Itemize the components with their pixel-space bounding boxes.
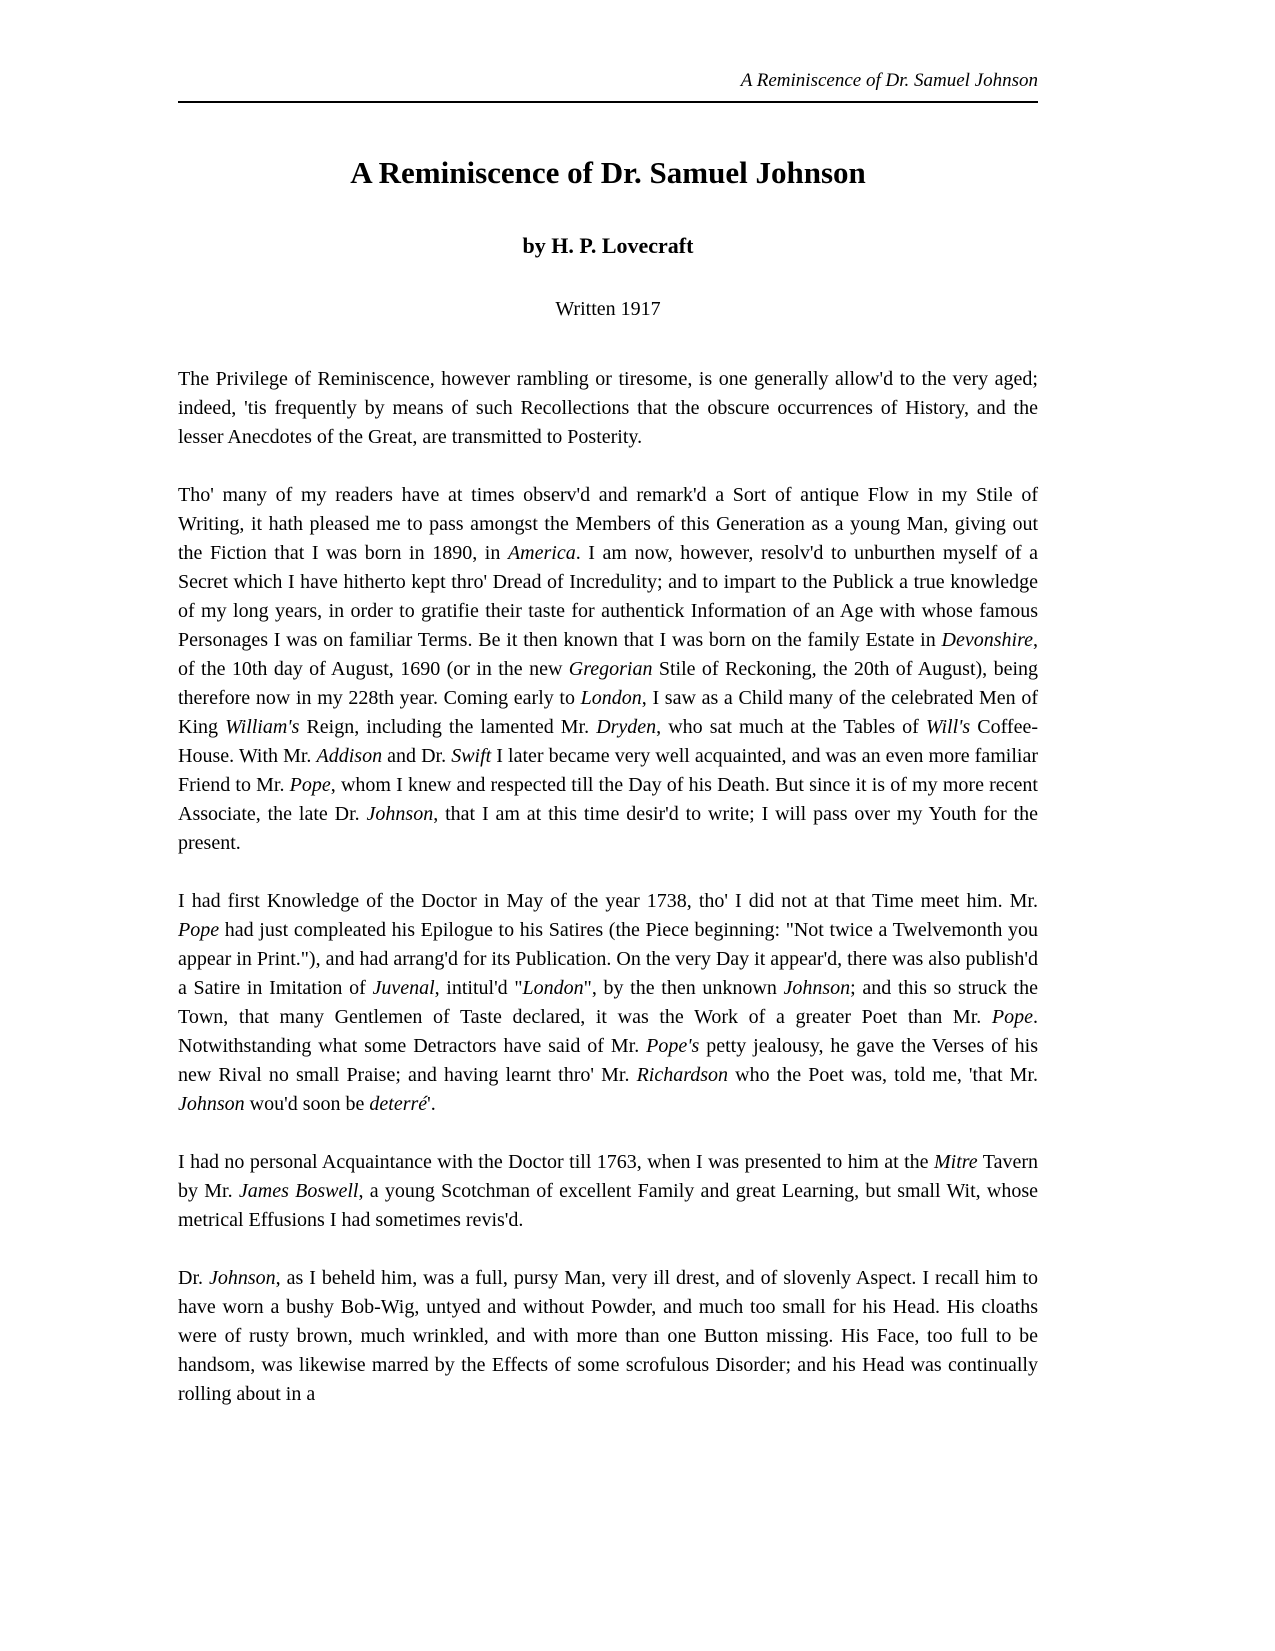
text-segment: . Notwithstanding what some Detractors have said of Mr. (178, 1006, 1038, 1057)
italic-text-segment: Pope (289, 774, 331, 796)
text-segment: I had no personal Acquaintance with the Doctor till 1763, when I was presented to him at the (178, 1151, 934, 1173)
italic-text-segment: Mitre (933, 1151, 978, 1173)
text-segment: , who sat much at the Tables of (656, 716, 926, 738)
text-segment: , whom I knew and respected till the Day of his Death. But since it is of my more recent Associate, the late Dr. (178, 774, 1038, 825)
paragraph (178, 1148, 1038, 1235)
text-segment: Tavern by Mr. (178, 1151, 1038, 1202)
paragraph (178, 1264, 1038, 1409)
text-segment: Reign, including the lamented Mr. (299, 716, 597, 738)
italic-text-segment: Devonshire (941, 629, 1033, 651)
running-header: A Reminiscence of Dr. Samuel Johnson (740, 70, 1038, 91)
text-segment: Dr. (178, 1267, 209, 1289)
italic-text-segment: America (507, 542, 576, 564)
written-date: Written 1917 (555, 298, 661, 320)
italic-text-segment: James Boswell (238, 1180, 359, 1202)
text-segment: The Privilege of Reminiscence, however rambling or tiresome, is one generally allow'd to the very aged; indeed, 'tis frequently by means of such Recollections that the obscure occurrences of History, and the lesser Anecdotes of the Great, are transmitted to Posterity. (178, 368, 1038, 448)
text-segment: ; and this so struck the Town, that many Gentlemen of Taste declared, it was the Work of a greater Poet than Mr. (178, 977, 1038, 1028)
text-segment: ", by the then unknown (583, 977, 784, 999)
italic-text-segment: Dryden (596, 716, 657, 738)
text-segment: , I saw as a Child many of the celebrated Men of King (178, 687, 1038, 738)
text-segment: had just compleated his Epilogue to his Satires (the Piece beginning: "Not twice a Twelvemonth you appear in Print."), and had arrang'd for its Publication. On the very Day it appear'd, there was also publish'd a Satire in Imitation of (178, 919, 1038, 999)
document-body (178, 365, 1038, 1409)
paragraph (178, 887, 1038, 1119)
italic-text-segment: Richardson (636, 1064, 729, 1086)
text-segment: wou'd soon be (244, 1093, 370, 1115)
italic-text-segment: Pope (178, 919, 220, 941)
text-segment: and Dr. (382, 745, 452, 767)
italic-text-segment: Pope's (646, 1035, 700, 1057)
italic-text-segment: deterré (369, 1093, 428, 1115)
text-segment: . I am now, however, resolv'd to unburthen myself of a Secret which I have hitherto kept thro' Dread of Incredulity; and to impart to the Publick a true knowledge of my long years, in order to gratifie their taste for authentick Information of an Age with whose famous Personages I was on familiar Terms. Be it then known that I was born on the family Estate in (178, 542, 1038, 651)
paragraph (178, 481, 1038, 858)
text-segment: Stile of Reckoning, the 20th of August), being therefore now in my 228th year. Coming early to (178, 658, 1039, 709)
text-segment: , that I am at this time desir'd to write; I will pass over my Youth for the present. (178, 803, 1038, 854)
text-segment: who the Poet was, told me, 'that Mr. (728, 1064, 1038, 1086)
text-segment: , of the 10th day of August, 1690 (or in the new (178, 629, 1038, 680)
header-rule (178, 101, 1038, 103)
text-segment: , as I beheld him, was a full, pursy Man, very ill drest, and of slovenly Aspect. I recall him to have worn a bushy Bob-Wig, untyed and without Powder, and much too small for his Head. His cloaths were of rusty brown, much wrinkled, and with more than one Button missing. His Face, too full to be handsom, was likewise marred by the Effects of some scrofulous Disorder; and his Head was continually rolling about in a (178, 1267, 1039, 1405)
italic-text-segment: Johnson (783, 977, 851, 999)
text-segment: Tho' many of my readers have at times observ'd and remark'd a Sort of antique Flow in my Stile of Writing, it hath pleased me to pass amongst the Members of this Generation as a young Man, giving out the Fiction that I was born in 1890, in (178, 484, 1038, 564)
text-segment: petty jealousy, he gave the Verses of his new Rival no small Praise; and having learnt thro' Mr. (178, 1035, 1038, 1086)
page-header (178, 70, 1038, 103)
italic-text-segment: Swift (451, 745, 492, 767)
italic-text-segment: Juvenal (372, 977, 435, 999)
text-segment: I had first Knowledge of the Doctor in May of the year 1738, tho' I did not at that Time meet him. Mr. (178, 890, 1038, 912)
italic-text-segment: Pope (991, 1006, 1033, 1028)
italic-text-segment: Gregorian (568, 658, 653, 680)
paragraph (178, 365, 1038, 452)
italic-text-segment: Johnson (178, 1093, 245, 1115)
text-segment: , a young Scotchman of excellent Family and great Learning, but small Wit, whose metrical Effusions I had sometimes revis'd. (178, 1180, 1038, 1231)
document-title: A Reminiscence of Dr. Samuel Johnson (350, 155, 866, 190)
italic-text-segment: Johnson (366, 803, 434, 825)
italic-text-segment: London (580, 687, 642, 709)
italic-text-segment: William's (225, 716, 300, 738)
byline: by H. P. Lovecraft (522, 233, 694, 258)
text-segment: I later became very well acquainted, and was an even more familiar Friend to Mr. (178, 745, 1038, 796)
italic-text-segment: Will's (925, 716, 971, 738)
text-segment: '. (427, 1093, 436, 1115)
text-segment: , intitul'd " (434, 977, 523, 999)
italic-text-segment: London (522, 977, 584, 999)
text-segment: Coffee-House. With Mr. (178, 716, 1038, 767)
italic-text-segment: Johnson (208, 1267, 276, 1289)
italic-text-segment: Addison (316, 745, 383, 767)
